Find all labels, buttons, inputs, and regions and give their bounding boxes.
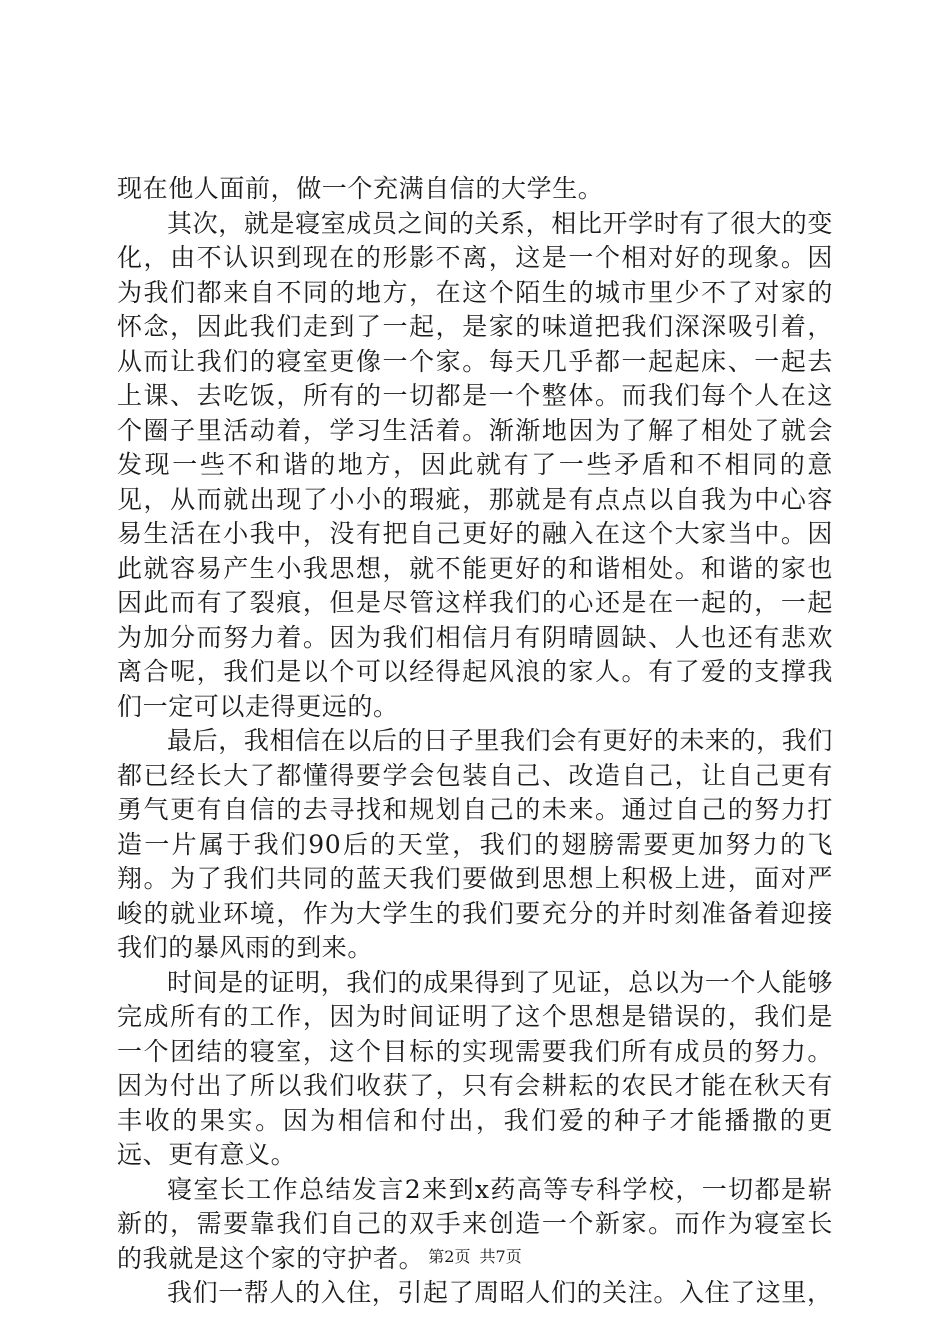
paragraph-4: 时间是的证明，我们的成果得到了见证，总以为一个人能够完成所有的工作，因为时间证明了这个思想是错误的，我们是一个团结的寝室，这个目标的实现需要我们所有成员的努力。因为付出了所以我们收获了，只有会耕耘的农民才能在秋天有丰收的果实。因为相信和付出，我们爱的种子才能播撒的更远、更有意义。	[117, 967, 833, 1169]
paragraph-2: 其次，就是寝室成员之间的关系，相比开学时有了很大的变化，由不认识到现在的形影不离，这是一个相对好的现象。因为我们都来自不同的地方，在这个陌生的城市里少不了对家的怀念，因此我们走到了一起，是家的味道把我们深深吸引着，从而让我们的寝室更像一个家。每天几乎都一起起床、一起去上课、去吃饭，所有的一切都是一个整体。而我们每个人在这个圈子里活动着，学习生活着。渐渐地因为了解了相处了就会发现一些不和谐的地方，因此就有了一些矛盾和不相同的意见，从而就出现了小小的瑕疵，那就是有点点以自我为中心容易生活在小我中，没有把自己更好的融入在这个大家当中。因此就容易产生小我思想，就不能更好的和谐相处。和谐的家也因此而有了裂痕，但是尽管这样我们的心还是在一起的，一起为加分而努力着。因为我们相信月有阴晴圆缺、人也还有悲欢离合呢，我们是以个可以经得起风浪的家人。有了爱的支撑我们一定可以走得更远的。	[117, 208, 833, 721]
page-number: 第2页	[428, 1247, 471, 1266]
paragraph-5: 寝室长工作总结发言2来到x药高等专科学校，一切都是崭新的，需要靠我们自己的双手来创造一个新家。而作为寝室长的我就是这个家的守护者。	[117, 1174, 833, 1273]
paragraph-1: 现在他人面前，做一个充满自信的大学生。	[117, 174, 604, 203]
paragraph-3: 最后，我相信在以后的日子里我们会有更好的未来的，我们都已经长大了都懂得要学会包装自己、改造自己，让自己更有勇气更有自信的去寻找和规划自己的未来。通过自己的努力打造一片属于我们90后的天堂，我们的翅膀需要更加努力的飞翔。为了我们共同的蓝天我们要做到思想上积极上进，面对严峻的就业环境，作为大学生的我们要充分的并时刻准备着迎接我们的暴风雨的到来。	[117, 726, 833, 962]
document-body	[117, 172, 833, 1311]
page-footer	[0, 1244, 950, 1267]
page-total: 共7页	[479, 1247, 522, 1266]
paragraph-6: 我们一帮人的入住，引起了周昭人们的关注。入住了这里，	[167, 1278, 833, 1307]
